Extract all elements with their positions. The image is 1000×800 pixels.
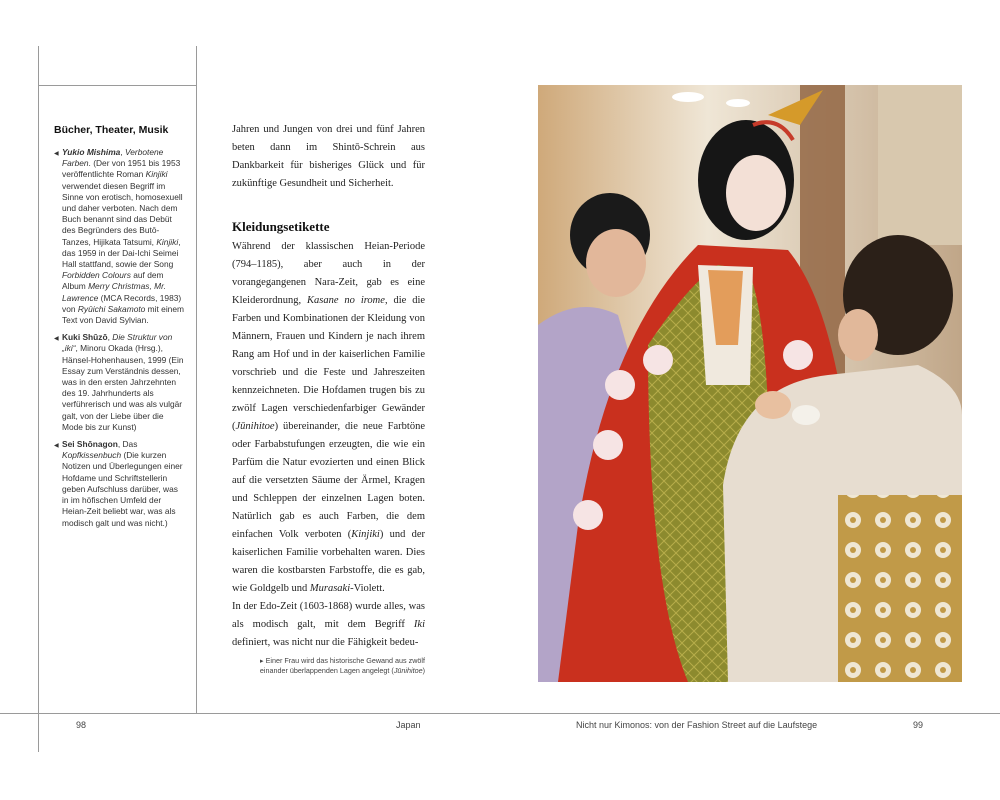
footer-chapter-title: Nicht nur Kimonos: von der Fashion Street auf die Laufstege: [576, 720, 818, 730]
arrow-bullet-icon: ◀: [54, 443, 59, 450]
footer-section-title: Japan: [396, 720, 421, 730]
text-run: Yukio Mishima: [62, 147, 121, 157]
text-run: (MCA Records, 1983) von: [62, 292, 182, 314]
sidebar-entry-shonagon: [54, 439, 184, 529]
text-run: Kinjiki: [351, 529, 380, 540]
sidebar-divider-rule: [196, 46, 197, 713]
text-run: Murasaki: [309, 583, 351, 594]
text-run: Kasane no irome: [307, 295, 385, 306]
text-run: Während der klassischen Heian-Periode (794–1185), aber auch in der vorangegangenen Nara-Zeit, gab es eine Kleiderordnung,: [232, 241, 425, 306]
text-run: , die die Farben und Kombinationen der Kleidung von Männern, Frauen und Kindern je nach ihrem Rang am Hof und in der kaiserlichen Familie vorschrieb und die Feste und Jahreszeiten kennzeichneten. Die Hofdamen trugen bis zu zwölf Lagen verschiedenfarbiger Gewänder (: [232, 295, 426, 432]
text-run: definiert, was nicht nur die Fähigkeit bedeu-: [232, 637, 419, 648]
text-run: Kinjiki: [156, 236, 179, 247]
entry-text: [62, 332, 184, 432]
text-run: ,: [120, 147, 125, 157]
caption-text: Einer Frau wird das historische Gewand aus zwölf einander überlappenden Lagen angelegt (: [259, 656, 425, 675]
article-intro: [232, 121, 425, 193]
text-run: mit einem Text von David Sylvian.: [62, 303, 184, 326]
body-paragraph: [232, 238, 425, 598]
kimono-photo: [538, 85, 962, 682]
text-run: ) übereinander, die neue Farbtöne oder Farbabstufungen erzeugten, die wie ein Parfüm die Natur evozierten und einen Blick auf die versetzten Säume der Ärmel, Kragen und Schleppen der einzelnen Lagen boten. Natürlich gab es auch Farben, die dem einfachen Volk verboten (: [232, 421, 425, 540]
text-run: Merry Christmas, Mr. Lawrence: [62, 281, 166, 303]
body-paragraph: [232, 598, 425, 652]
text-run: Verbotene Farben: [62, 147, 164, 169]
caption-term: Jūnihitoe: [393, 666, 423, 675]
text-run: ,: [107, 332, 113, 343]
text-run: , das 1959 in der Dai-Ichi Seimei Hall stattfand, sowie der Song: [62, 236, 181, 270]
text-run: , Minoru Okada (Hrsg.), Hänsel-Hohenhausen, 1999 (Ein Essay zum Verständnis dessen, was in den ersten Jahrzehnten des 19. Jahrhunderts als verführerisch und was als vulgär galt, von der Liebe über die Mode bis zur Kunst): [62, 343, 184, 432]
text-run: Ryūichi Sakamoto: [77, 303, 146, 314]
text-run: ) und der kaiserlichen Familie vorbehalten waren. Dies waren die kostbarsten Farbstoffe, die es gab, wie Goldgelb und: [232, 529, 425, 594]
footer-page-number-left: 98: [76, 720, 87, 730]
text-run: Kopfkissenbuch: [62, 450, 122, 461]
sidebar-top-rule: [38, 85, 197, 86]
text-run: Kuki Shūzō: [62, 332, 108, 343]
text-run: Die Struktur von „iki“: [62, 332, 173, 354]
intro-paragraph: Jahren und Jungen von drei und fünf Jahren beten dann im Shintō-Schrein aus Dankbarkeit für bisheriges Glück und für zukünftige Gesundheit und Sicherheit.: [232, 124, 425, 189]
text-run: (Die kurzen Notizen und Überlegungen einer Hofdame und Schriftstellerin geben Aufschluss darüber, was in im höfischen Umfeld der Heian-Zeit beliebt war, was als modisch galt und was nicht.): [62, 450, 183, 528]
photo-caption: [255, 656, 425, 676]
text-run: Kinjiki: [145, 169, 168, 180]
text-run: , Das: [117, 439, 138, 450]
entry-text: [62, 147, 184, 325]
entry-text: [62, 439, 183, 527]
text-run: . (Der von 1951 bis 1953 veröffentlichte Roman: [62, 158, 181, 180]
text-run: -Violett.: [350, 583, 385, 594]
text-run: In der Edo-Zeit (1603-1868) wurde alles, was als modisch galt, mit dem Begriff: [232, 601, 425, 630]
footer-rule: [0, 713, 1000, 714]
text-run: Forbidden Colours: [62, 270, 131, 281]
footer-page-number-right: 99: [913, 720, 924, 730]
sidebar-book-tips: [54, 124, 184, 535]
text-run: Sei Shōnagon: [62, 439, 118, 450]
article-body: [232, 238, 425, 652]
text-run: Iki: [413, 619, 425, 630]
left-margin-rule: [38, 46, 39, 752]
arrow-bullet-icon: ◀: [54, 336, 59, 343]
caption-end: ): [422, 666, 425, 675]
sidebar-title: Bücher, Theater, Musik: [54, 124, 169, 136]
sidebar-entry-mishima: [54, 147, 184, 326]
section-heading: Kleidungsetikette: [232, 219, 330, 234]
text-run: Jūnihitoe: [235, 421, 275, 432]
arrow-bullet-icon: ◀: [54, 151, 59, 157]
text-run: auf dem Album: [62, 270, 164, 292]
sidebar-entry-kuki: [54, 332, 184, 433]
text-run: verwendet diesen Begriff im Sinne von erotisch, homosexuell und daher verboten. Nach dem Buch benannt sind das Debüt des Begründers des Butō-Tanzes, Hijikata Tatsumi,: [62, 180, 183, 247]
caption-arrow-icon: ▸: [260, 656, 264, 665]
